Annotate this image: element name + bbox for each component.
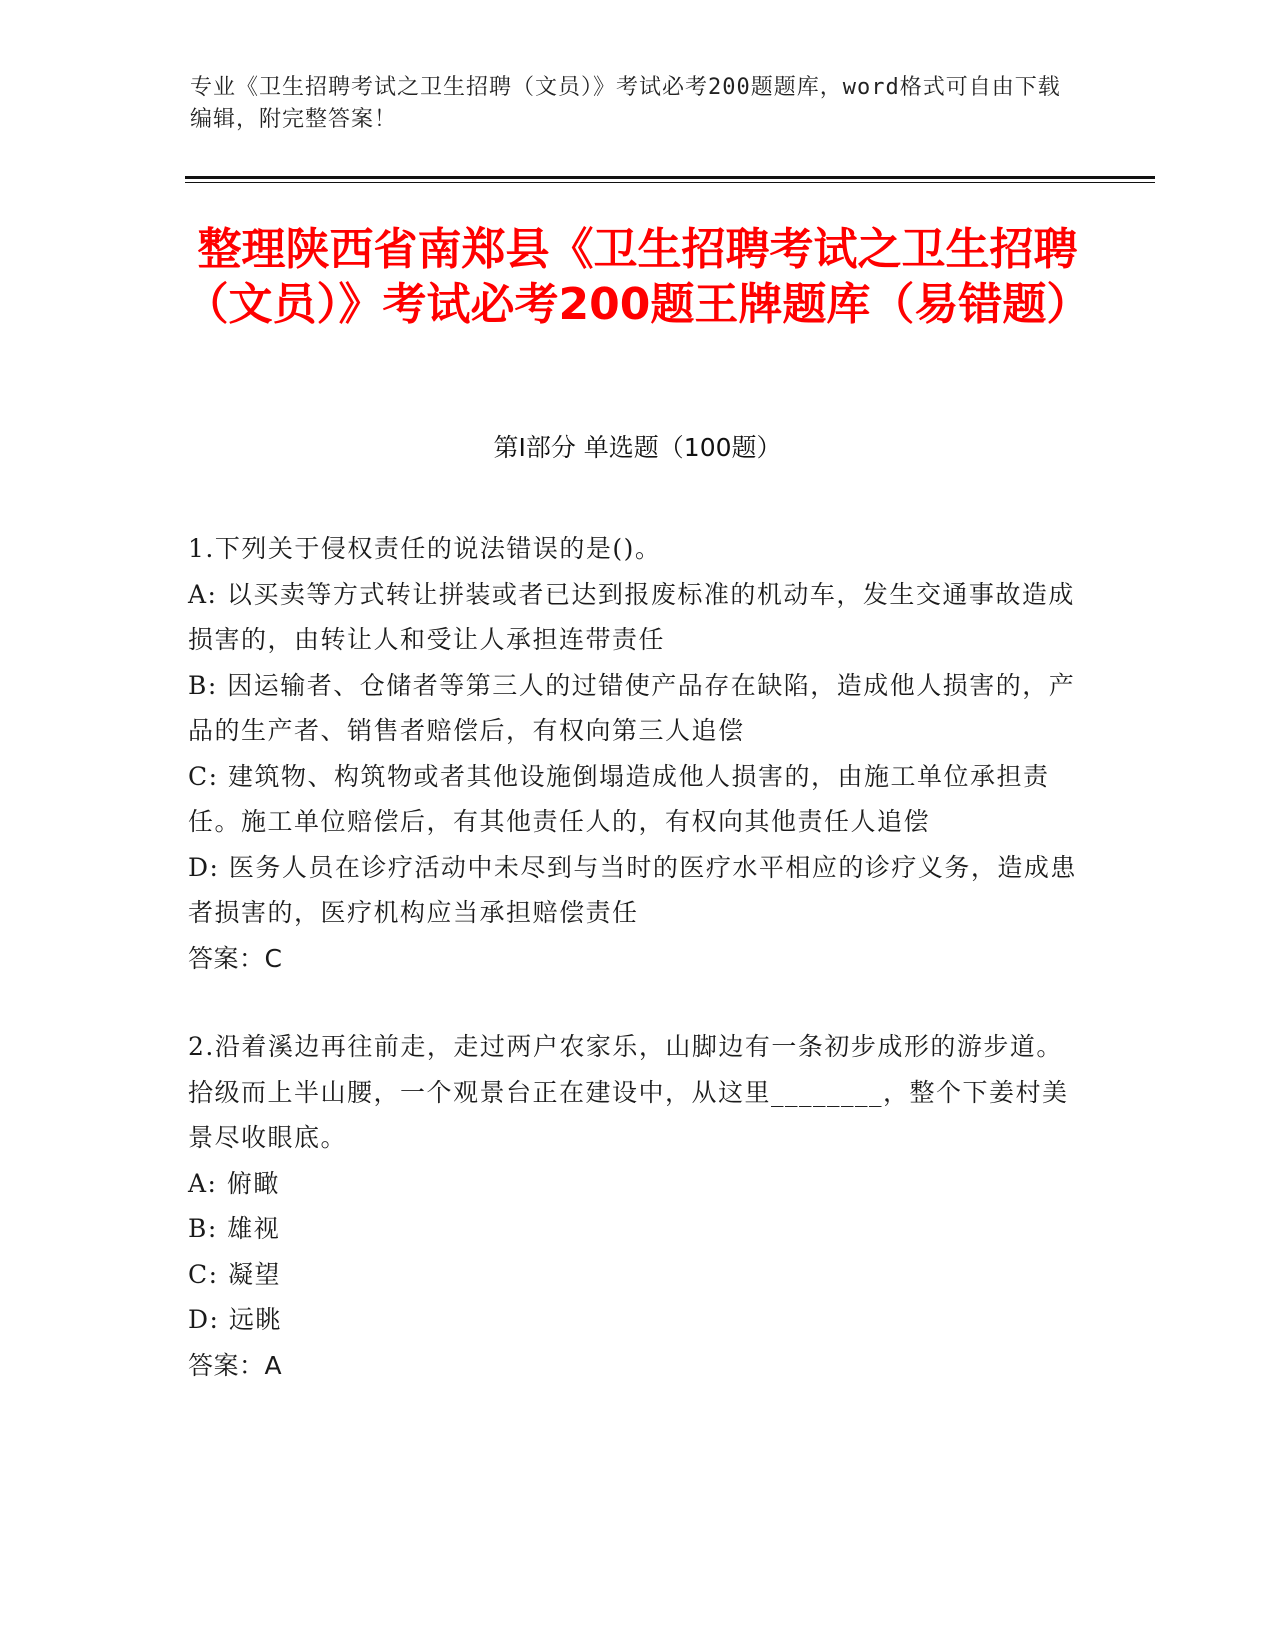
option-c: C: 凝望	[188, 1259, 281, 1289]
answer-text: 答案：C	[188, 943, 283, 973]
option-b: B: 雄视	[188, 1214, 281, 1243]
option-c: C: 建筑物、构筑物或者其他设施倒塌造成他人损害的，由施工单位承担责任。施工单位赔偿后，有其他责任人的，有权向其他责任人追偿	[188, 761, 1050, 836]
option-d: D: 远眺	[188, 1305, 282, 1334]
header-divider-thin	[185, 182, 1155, 183]
option-d: D: 医务人员在诊疗活动中未尽到与当时的医疗水平相应的诊疗义务，造成患者损害的，医疗机构应当承担赔偿责任	[188, 852, 1077, 927]
question-1	[188, 526, 1083, 981]
question-2	[188, 1024, 1083, 1388]
header-divider-thick	[185, 176, 1155, 179]
option-a: A: 以买卖等方式转让拼装或者已达到报废标准的机动车，发生交通事故造成损害的，由转让人和受让人承担连带责任	[188, 579, 1075, 654]
question-stem: 2.沿着溪边再往前走，走过两户农家乐，山脚边有一条初步成形的游步道。拾级而上半山腰，一个观景台正在建设中，从这里________，整个下姜村美景尽收眼底。	[188, 1032, 1069, 1152]
option-b: B: 因运输者、仓储者等第三人的过错使产品存在缺陷，造成他人损害的，产品的生产者、销售者赔偿后，有权向第三人追偿	[188, 670, 1076, 745]
question-stem: 1.下列关于侵权责任的说法错误的是()。	[188, 534, 662, 563]
document-title: 整理陕西省南郑县《卫生招聘考试之卫生招聘（文员）》考试必考200题王牌题库（易错题）	[184, 224, 1091, 330]
answer-text: 答案：A	[188, 1350, 283, 1380]
header-note: 专业《卫生招聘考试之卫生招聘（文员）》考试必考200题题库，word格式可自由下载编辑，附完整答案！	[190, 75, 1061, 132]
section-heading: 第I部分 单选题（100题）	[493, 433, 782, 462]
option-a: A: 俯瞰	[188, 1168, 280, 1198]
